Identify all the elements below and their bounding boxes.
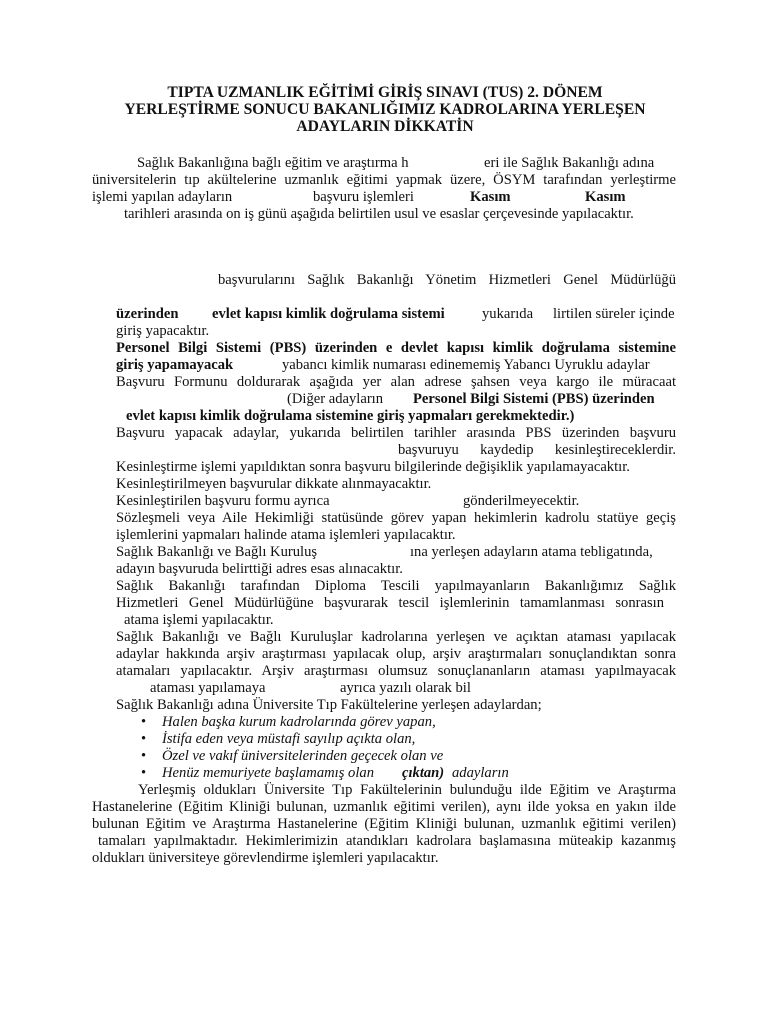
- intro-date-start: Kasım: [470, 189, 511, 205]
- body-line-24a: ataması yapılamaya: [150, 680, 266, 696]
- bullet-symbol: •: [141, 714, 147, 730]
- body-line-1: başvurularını Sağlık Bakanlığı Yönetim Hizmetleri Genel Müdürlüğü: [218, 272, 676, 288]
- intro-line-1a: Sağlık Bakanlığına bağlı eğitim ve araştırma h: [137, 155, 409, 171]
- body-line-2d: lirtilen süreler içinde: [553, 306, 675, 322]
- intro-date-end: Kasım: [585, 189, 626, 205]
- bullet-item-2: İstifa eden veya müstafi sayılıp açıkta olan,: [162, 731, 416, 747]
- bullet-symbol: •: [141, 748, 147, 764]
- body-line-15: işlemlerini yapmaları halinde atama işlemleri yapılacaktır.: [116, 527, 456, 543]
- body-line-9: Başvuru yapacak adaylar, yukarıda belirtilen tarihler arasında PBS üzerinden başvuru: [116, 425, 676, 441]
- intro-line-3a: işlemi yapılan adayların: [92, 189, 233, 205]
- body-line-16a: Sağlık Bakanlığı ve Bağlı Kuruluş: [116, 544, 318, 560]
- body-line-24b: ayrıca yazılı olarak bil: [340, 680, 471, 696]
- closing-line-5: oldukları üniversiteye görevlendirme işlemleri yapılacaktır.: [92, 850, 439, 866]
- bullet-symbol: •: [141, 765, 147, 781]
- intro-line-4: tarihleri arasında on iş günü aşağıda belirtilen usul ve esaslar çerçevesinde yapılacaktır.: [124, 206, 634, 222]
- body-line-21: Sağlık Bakanlığı ve Bağlı Kuruluşlar kadrolarına yerleşen ve açıktan ataması yapılacak: [116, 629, 676, 645]
- body-line-10: başvuruyu kaydedip kesinleştireceklerdir.: [398, 442, 676, 458]
- body-line-16b: ına yerleşen adayların atama tebligatında,: [410, 544, 653, 560]
- document-title: [90, 84, 680, 135]
- body-line-25: Sağlık Bakanlığı adına Üniversite Tıp Fakültelerine yerleşen adaylardan;: [116, 697, 542, 713]
- closing-line-3: bulunan Eğitim ve Araştırma Hastanelerine (Eğitim Kliniği bulunan, uzmanlık eğitimi verilen): [92, 816, 676, 832]
- body-line-19: Hizmetleri Genel Müdürlüğüne başvurarak tescil işlemlerinin tamamlanması sonrasın: [116, 595, 664, 611]
- body-line-8: evlet kapısı kimlik doğrulama sistemine giriş yapmaları gerekmektedir.): [126, 408, 575, 424]
- body-line-2b: evlet kapısı kimlik doğrulama sistemi: [212, 306, 445, 322]
- body-line-14: Sözleşmeli veya Aile Hekimliği statüsünde görev yapan hekimlerin kadrolu statüye geçiş: [116, 510, 676, 526]
- bullet-item-4c: adayların: [452, 765, 509, 781]
- body-line-17: adayın başvuruda belirttiği adres esas alınacaktır.: [116, 561, 403, 577]
- body-line-13a: Kesinleştirilen başvuru formu ayrıca: [116, 493, 330, 509]
- intro-line-3b: başvuru işlemleri: [313, 189, 414, 205]
- body-line-3: giriş yapacaktır.: [116, 323, 210, 339]
- title-line-3: ADAYLARIN DİKKATİN: [296, 118, 474, 135]
- closing-line-2: Hastanelerine (Eğitim Kliniği bulunan, uzmanlık eğitimi verilen), aynı ilde yoksa en yakın ilde: [92, 799, 676, 815]
- title-line-1: TIPTA UZMANLIK EĞİTİMİ GİRİŞ SINAVI (TUS) 2. DÖNEM: [167, 84, 603, 101]
- body-line-11: Kesinleştirme işlemi yapıldıktan sonra başvuru bilgilerinde değişiklik yapılamayacaktır.: [116, 459, 630, 475]
- bullet-symbol: •: [141, 731, 147, 747]
- body-line-6: Başvuru Formunu doldurarak aşağıda yer alan adrese şahsen veya kargo ile müracaat: [116, 374, 676, 390]
- closing-line-1: Yerleşmiş oldukları Üniversite Tıp Fakültelerinin bulunduğu ilde Eğitim ve Araştırma: [138, 782, 676, 798]
- body-line-12: Kesinleştirilmeyen başvurular dikkate alınmayacaktır.: [116, 476, 432, 492]
- body-line-23: atamaları yapılacaktır. Arşiv araştırması olumsuz sonuçlananların ataması yapılmayacak: [116, 663, 676, 679]
- body-line-22: adaylar hakkında arşiv araştırması yapılacak olup, arşiv araştırmaları sonuçlandıktan sonra: [116, 646, 676, 662]
- body-line-18: Sağlık Bakanlığı tarafından Diploma Tescili yapılmayanların Bakanlığımız Sağlık: [116, 578, 676, 594]
- bullet-item-4a: Henüz memuriyete başlamamış olan: [162, 765, 374, 781]
- intro-line-2: üniversitelerin tıp akültelerine uzmanlık eğitimi yapmak üzere, ÖSYM tarafından yerleştirme: [92, 172, 676, 188]
- body-line-2a: üzerinden: [116, 306, 179, 322]
- body-line-13b: gönderilmeyecektir.: [463, 493, 580, 509]
- body-line-7a: (Diğer adayların: [287, 391, 384, 407]
- body-line-2c: yukarıda: [482, 306, 534, 322]
- body-line-5b: yabancı kimlik numarası edinememiş Yabancı Uyruklu adaylar: [282, 357, 650, 373]
- closing-line-4: tamaları yapılmaktadır. Hekimlerimizin atandıkları kadrolara başlamasına müteakip kazanmış: [98, 833, 676, 849]
- title-line-2: YERLEŞTİRME SONUCU BAKANLIĞIMIZ KADROLARINA YERLEŞEN: [124, 101, 646, 118]
- body-line-7b: Personel Bilgi Sistemi (PBS) üzerinden: [413, 391, 655, 407]
- bullet-item-4b: çıktan): [402, 765, 445, 781]
- body-line-4: Personel Bilgi Sistemi (PBS) üzerinden e devlet kapısı kimlik doğrulama sistemine: [116, 340, 676, 356]
- bullet-item-3: Özel ve vakıf üniversitelerinden geçecek olan ve: [162, 748, 444, 764]
- bullet-item-1: Halen başka kurum kadrolarında görev yapan,: [162, 714, 436, 730]
- body-line-20: atama işlemi yapılacaktır.: [124, 612, 274, 628]
- body-line-5a: giriş yapamayacak: [116, 357, 234, 373]
- intro-line-1b: eri ile Sağlık Bakanlığı adına: [484, 155, 655, 171]
